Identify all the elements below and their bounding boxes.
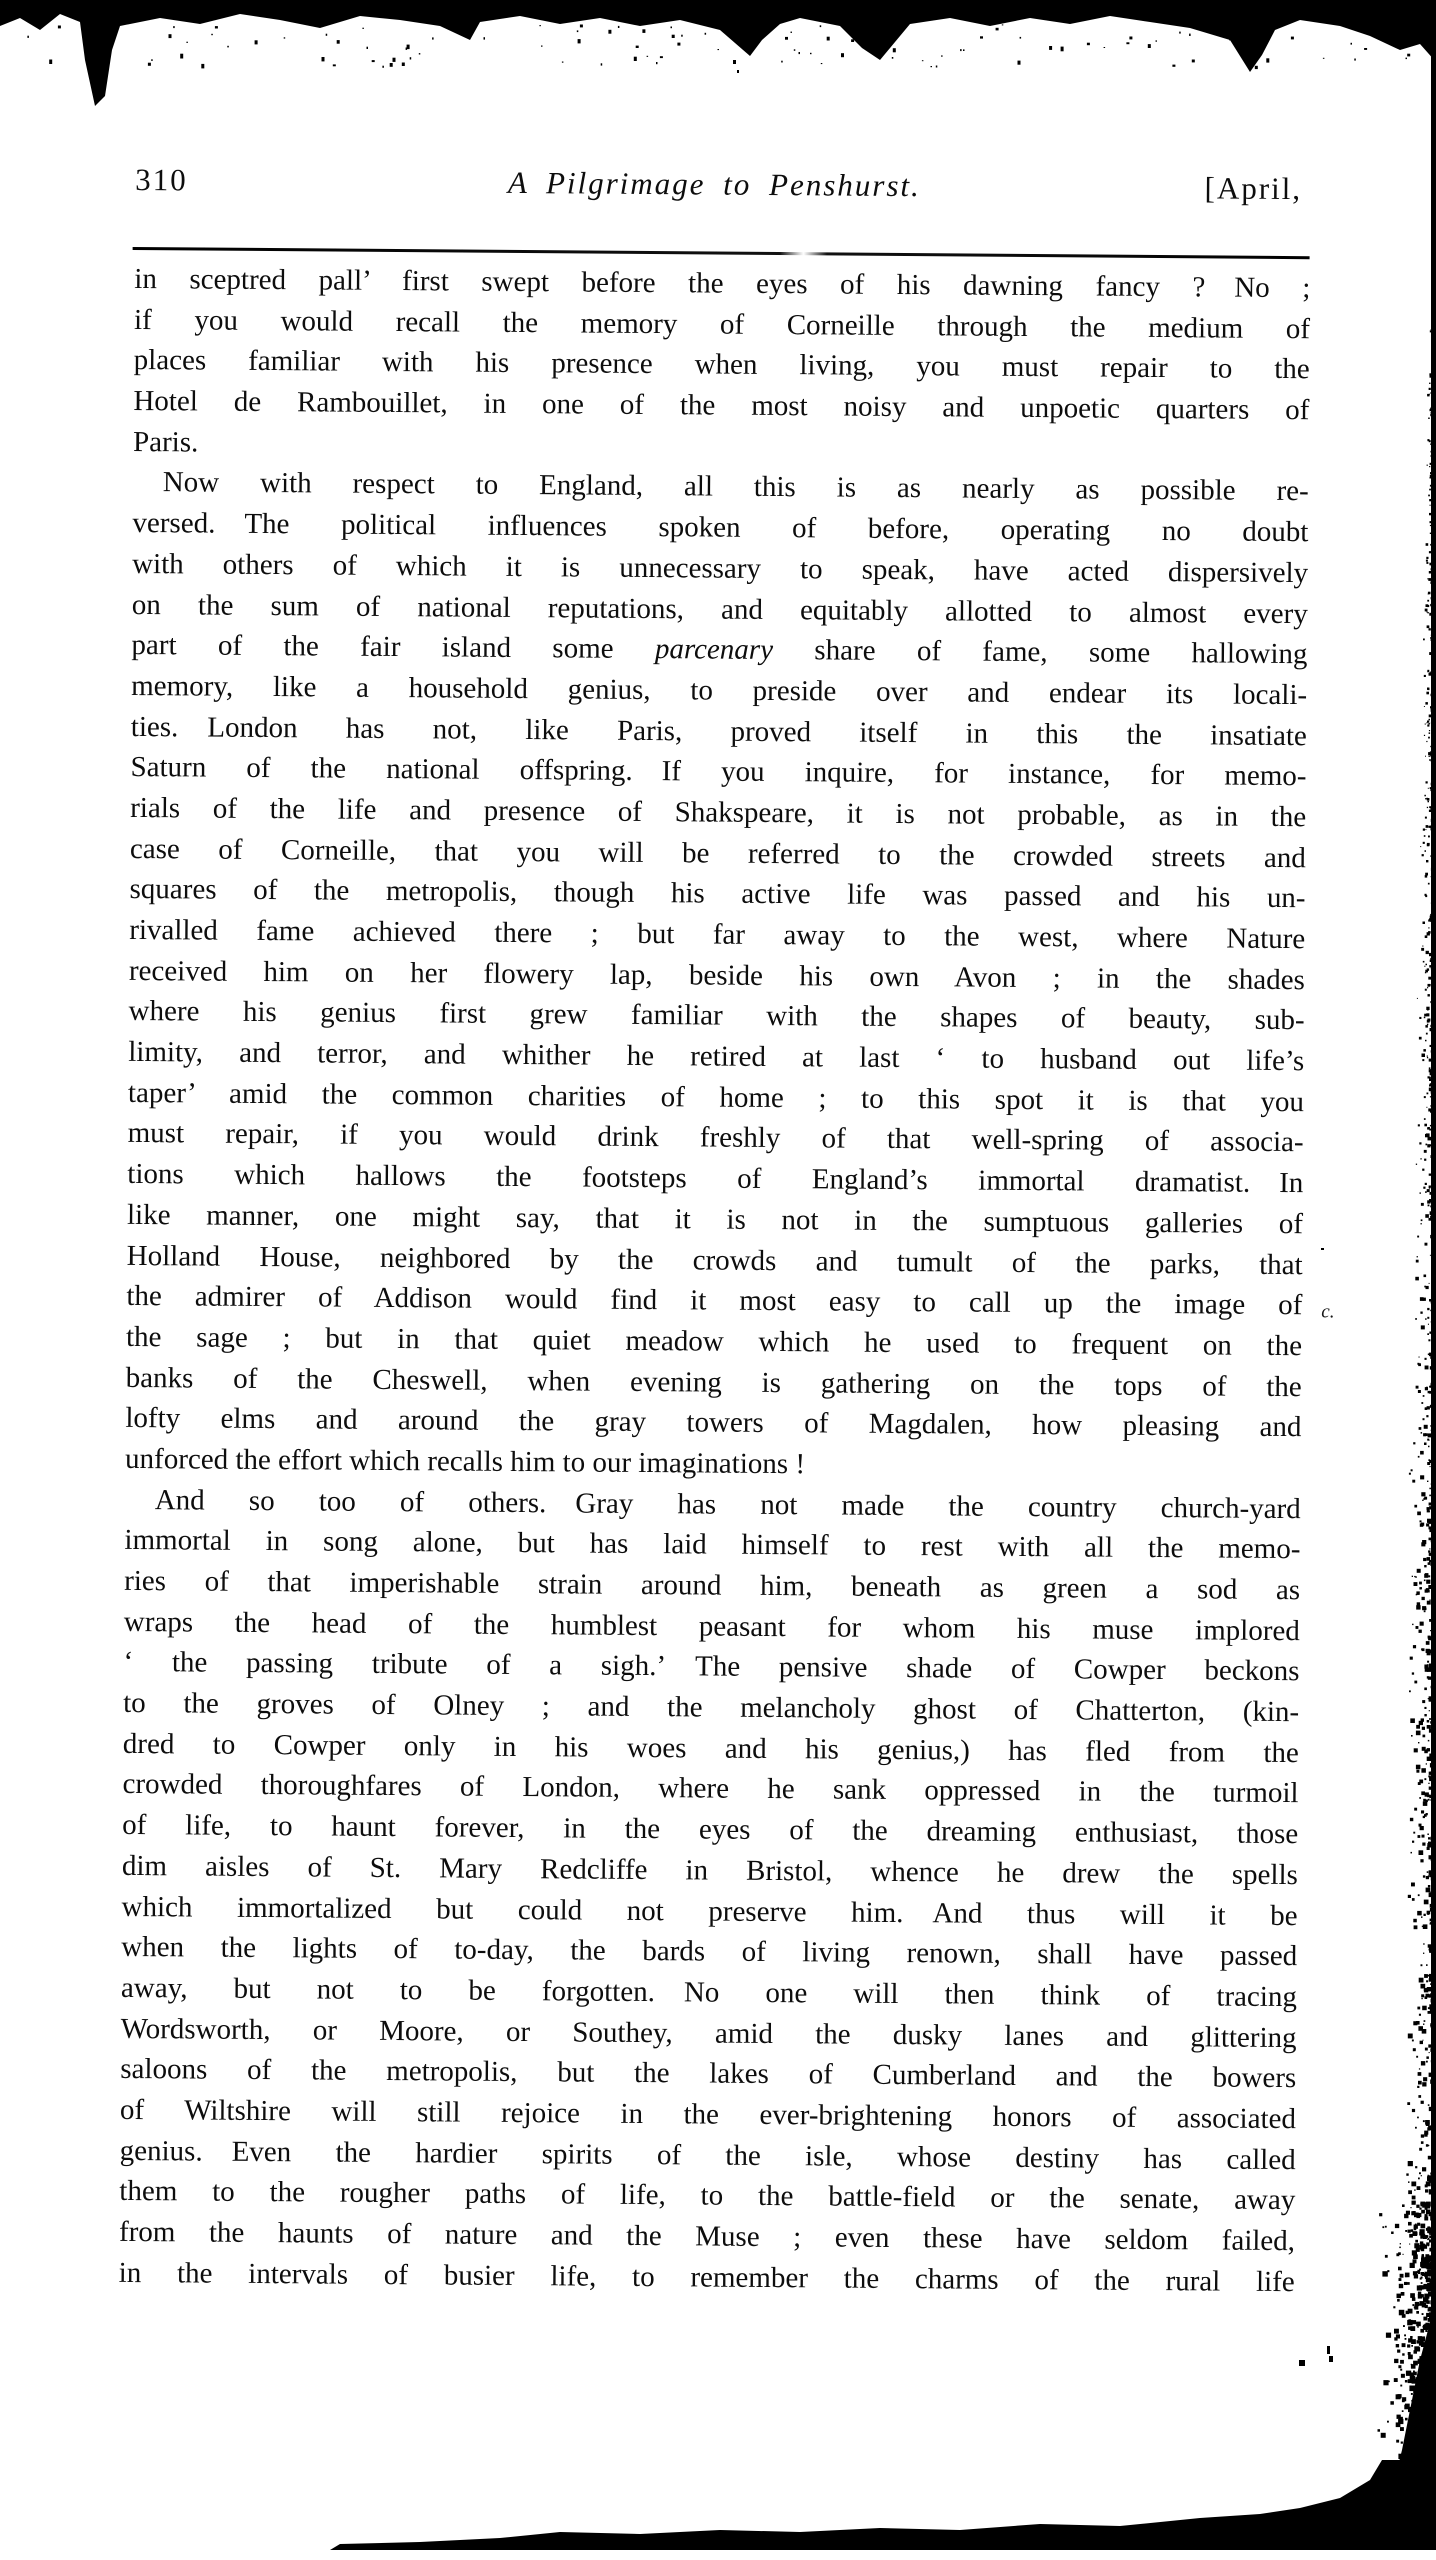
text-line: Holland House, neighbored by the crowds and tumult of the parks, that [127, 1235, 1303, 1285]
text-line: where his genius first grew familiar with the shapes of beauty, sub- [128, 991, 1304, 1041]
text-line: rials of the life and presence of Shakspeare, it is not probable, as in the [130, 788, 1306, 838]
text-line: part of the fair island some parcenary share of fame, some hallowing [131, 625, 1307, 675]
text-line: rivalled fame achieved there ; but far away to the west, where Nature [129, 910, 1305, 960]
text-line: the sage ; but in that quiet meadow which he used to frequent on the [126, 1317, 1302, 1367]
text-line: received him on her flowery lap, beside his own Avon ; in the shades [129, 951, 1305, 1001]
text-line: taper’ amid the common charities of home ; to this spot it is that you [128, 1073, 1304, 1123]
text-line: in the intervals of busier life, to remember the charms of the rural life [119, 2253, 1295, 2303]
text-line: dim aisles of St. Mary Redcliffe in Bristol, whence he drew the spells [122, 1846, 1298, 1896]
text-line: memory, like a household genius, to preside over and endear its locali- [131, 666, 1307, 716]
text-line: saloons of the metropolis, but the lakes of Cumberland and the bowers [120, 2049, 1296, 2099]
text-line: banks of the Cheswell, when evening is gathering on the tops of the [126, 1357, 1302, 1407]
text-line: And so too of others. Gray has not made the country church-yard [125, 1480, 1301, 1530]
text-line: which immortalized but could not preserve him. And thus will it be [121, 1886, 1297, 1936]
text-line: dred to Cowper only in his woes and his genius,) has fled from the [123, 1724, 1299, 1774]
text-line: versed. The political influences spoken of before, operating no doubt [132, 503, 1308, 553]
text-line: crowded thoroughfares of London, where he sank oppressed in the turmoil [122, 1764, 1298, 1814]
text-line: lofty elms and around the gray towers of Magdalen, how pleasing and [125, 1398, 1301, 1448]
page-header [135, 162, 1310, 217]
text-line: ries of that imperishable strain around him, beneath as green a sod as [124, 1561, 1300, 1611]
text-line: must repair, if you would drink freshly of that well-spring of associa- [128, 1113, 1304, 1163]
text-line: to the groves of Olney ; and the melancholy ghost of Chatterton, (kin- [123, 1683, 1299, 1733]
text-line: away, but not to be forgotten. No one will then think of tracing [121, 1968, 1297, 2018]
text-line: genius. Even the hardier spirits of the isle, whose destiny has called [120, 2131, 1296, 2181]
text-line: squares of the metropolis, though his active life was passed and his un- [129, 869, 1305, 919]
text-line: from the haunts of nature and the Muse ; even these have seldom failed, [119, 2212, 1295, 2262]
running-title: A Pilgrimage to Penshurst. [508, 165, 921, 204]
text-line: wraps the head of the humblest peasant for whom his muse implored [124, 1602, 1300, 1652]
text-line: Saturn of the national offspring. If you inquire, for instance, for memo- [130, 747, 1306, 797]
header-rule [133, 247, 1310, 259]
text-line: tions which hallows the footsteps of England’s immortal dramatist. In [127, 1154, 1303, 1204]
page-number: 310 [135, 162, 188, 198]
text-line: Now with respect to England, all this is as nearly as possible re- [133, 462, 1309, 512]
text-line: Wordsworth, or Moore, or Southey, amid the dusky lanes and glittering [120, 2008, 1296, 2058]
text-line: Paris. [133, 422, 1309, 472]
text-line: with others of which it is unnecessary to speak, have acted dispersively [132, 544, 1308, 594]
text-line: places familiar with his presence when living, you must repair to the [134, 340, 1310, 390]
text-line: unforced the effort which recalls him to our imaginations ! [125, 1439, 1301, 1489]
text-line: like manner, one might say, that it is not in the sumptuous galleries of [127, 1195, 1303, 1245]
text-line: of life, to haunt forever, in the eyes of the dreaming enthusiast, those [122, 1805, 1298, 1855]
text-line: of Wiltshire will still rejoice in the ever-brightening honors of associated [120, 2090, 1296, 2140]
text-line: the admirer of Addison would find it most easy to call up the image of [126, 1276, 1302, 1326]
text-line: case of Corneille, that you will be referred to the crowded streets and [130, 829, 1306, 879]
text-line: Hotel de Rambouillet, in one of the most noisy and unpoetic quarters of [133, 381, 1309, 431]
margin-mark: c. [1321, 1301, 1334, 1323]
issue-label: [April, [1204, 170, 1302, 207]
body-text [119, 259, 1311, 2303]
text-line: ties. London has not, like Paris, proved itself in this the insatiate [131, 707, 1307, 757]
text-line: when the lights of to-day, the bards of living renown, shall have passed [121, 1927, 1297, 1977]
text-line: limity, and terror, and whither he retired at last ‘ to husband out life’s [128, 1032, 1304, 1082]
text-line: ‘ the passing tribute of a sigh.’ The pensive shade of Cowper beckons [123, 1642, 1299, 1692]
text-line: on the sum of national reputations, and equitably allotted to almost every [132, 584, 1308, 634]
text-line: immortal in song alone, but has laid himself to rest with all the memo- [124, 1520, 1300, 1570]
text-line: in sceptred pall’ first swept before the eyes of his dawning fancy ? No ; [134, 259, 1310, 309]
text-line: them to the rougher paths of life, to the battle-field or the senate, away [119, 2171, 1295, 2221]
text-line: if you would recall the memory of Corneille through the medium of [134, 300, 1310, 350]
